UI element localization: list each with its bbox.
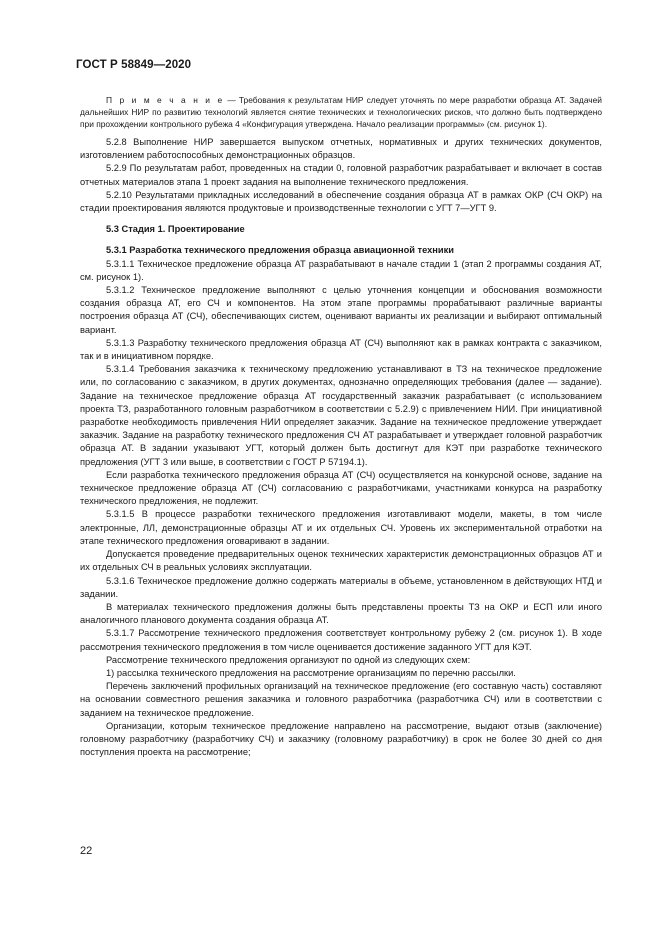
paragraph-5-2-10: 5.2.10 Результатами прикладных исследований в обеспечение создания образца АТ в рамках ОКР (СЧ ОКР) на стадии проектирования являются продуктовые и производственные технологии с УГТ 7—УГТ 9. xyxy=(80,189,602,214)
paragraph-5-3-1-7-schemes: Рассмотрение технического предложения организуют по одной из следующих схем: xyxy=(106,654,471,665)
paragraph-5-2-9: 5.2.9 По результатам работ, проведенных на стадии 0, головной разработчик разрабатывает и включает в состав отчетных материалов этапа 1 проект задания на выполнение технического предложения. xyxy=(80,163,602,187)
section-heading-5-3-1: 5.3.1 Разработка технического предложения образца авиационной техники xyxy=(106,245,455,256)
paragraph-5-3-1-6: 5.3.1.6 Техническое предложение должно содержать материалы в объеме, установленном в действующих НТД и задании. xyxy=(80,575,602,599)
paragraph-5-3-1-7-conclusions: Перечень заключений профильных организаций на техническое предложение (его составную часть) составляют на основании совместного решения заказчика и головного разработчика (разработчика СЧ) или в соответствии с заданием на техническое предложение. xyxy=(80,681,602,718)
paragraph-5-3-1-5: 5.3.1.5 В процессе разработки технического предложения изготавливают модели, макеты, в том числе электронные, ЛЛ, демонстрационные образцы АТ и их отдельных СЧ. Уровень их экспериментальной отработки на этапе технического предложения оговаривают в задании. xyxy=(80,509,602,546)
note-label: П р и м е ч а н и е xyxy=(106,95,225,105)
paragraph-5-3-1-4-continued: Если разработка технического предложения образца АТ (СЧ) осуществляется на конкурсной основе, задание на техническое предложение образца АТ (СЧ) согласованию с разработчиками, участниками конкурса на разработку технического предложения, не подлежит. xyxy=(80,469,602,507)
paragraph-5-3-1-7: 5.3.1.7 Рассмотрение технического предложения соответствует контрольному рубежу 2 (см. рисунок 1). В ходе рассмотрения технического предложения в том числе оценивается достижение заданного УГТ для КЭТ. xyxy=(80,628,602,652)
paragraph-5-3-1-2: 5.3.1.2 Техническое предложение выполняют с целью уточнения концепции и обоснования возможности создания образца АТ, его СЧ и компонентов. На этом этапе программы прорабатывают различные варианты построения образца АТ (СЧ), обеспечивающих систем, оценивают варианты их реализации и выбирают оптимальный вариант. xyxy=(80,285,602,335)
paragraph-5-3-1-3: 5.3.1.3 Разработку технического предложения образца АТ (СЧ) выполняют как в рамках контракта с заказчиком, так и в инициативном порядке. xyxy=(80,337,602,362)
section-heading-5-3: 5.3 Стадия 1. Проектирование xyxy=(106,224,245,235)
paragraph-5-3-1-7-organizations: Организации, которым техническое предложение направлено на рассмотрение, выдают отзыв (заключение) головному разработчику (разработчику СЧ) и заказчику (головному разработчику) в срок не более 30 дней со дня поступления проекта на рассмотрение; xyxy=(80,720,602,758)
paragraph-5-3-1-4: 5.3.1.4 Требования заказчика к техническому предложению устанавливают в ТЗ на техническое предложение или, по согласованию с заказчиком, в других документах, однозначно определяющих требования (далее — задание). Задание на техническое предложение образца АТ государственный заказчик разрабатывает (с использованием проекта ТЗ, разработанного головным разработчиком в соответствии с 5.2.9) с привлечением НИИ. При инициативной разработке необходимость привлечения НИИ определяет заказчик. Задание на техническое предложение утверждает заказчик. Задание на разработку технического предложения СЧ АТ разрабатывает и утверждает головной разработчик образца АТ. В задании указывают УГТ, который должен быть достигнут для КЭТ при разработке технического предложения (УГТ 3 или выше, в соответствии с ГОСТ Р 57194.1). xyxy=(80,364,602,467)
paragraph-5-3-1-5-continued: Допускается проведение предварительных оценок технических характеристик демонстрационных образцов АТ и их отдельных СЧ в реальных условиях эксплуатации. xyxy=(80,549,602,573)
list-item-1: 1) рассылка технического предложения на рассмотрение организациям по перечню рассылки. xyxy=(106,667,516,678)
page-number: 22 xyxy=(80,845,93,857)
note-paragraph xyxy=(80,94,602,130)
paragraph-5-3-1-6-continued: В материалах технического предложения должны быть представлены проекты ТЗ на ОКР и ЕСП или иного аналогичного планового документа создания образца АТ. xyxy=(80,601,602,626)
page-content xyxy=(80,94,602,759)
paragraph-5-3-1-1: 5.3.1.1 Техническое предложение образца АТ разрабатывают в начале стадии 1 (этап 2 программы создания АТ, см. рисунок 1). xyxy=(80,258,602,282)
paragraph-5-2-8: 5.2.8 Выполнение НИР завершается выпуском отчетных, нормативных и других технических документов, изготовлением работоспособных демонстрационных образцов. xyxy=(80,137,602,161)
note-text: — Требования к результатам НИР следует уточнять по мере разработки образца АТ. Задачей дальнейших НИР по развитию технологий является снятие технических и технологических рисков, что должно быть подтверждено при прохождении контрольного рубежа 4 «Конфигурация утверждена. Начало реализации программы» (см. рисунок 1). xyxy=(80,95,602,129)
document-header: ГОСТ Р 58849—2020 xyxy=(76,59,192,71)
